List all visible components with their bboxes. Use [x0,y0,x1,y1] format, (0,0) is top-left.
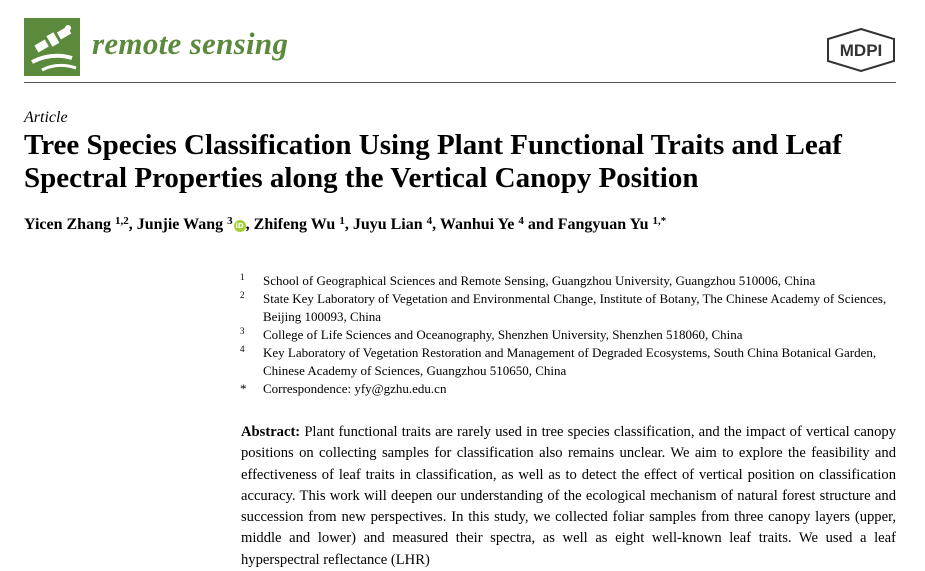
author-separator: , [432,216,440,233]
affiliation-number: 1 [240,272,245,282]
author-separator: , [128,216,137,233]
abstract-text: Plant functional traits are rarely used in tree species classification, and the impact of vertical canopy positions on collecting samples for classification also remains unclear. We aim to explore the feasibility and effectiveness of leaf traits in classification, as well as to detect the effect of vertical position on classification accuracy. This work will deepen our understanding of the ecological mechanism of natural forest structure and succession from new perspectives. In this study, we collected foliar samples from three canopy layers (upper, middle and lower) and measured their spectra, as well as eight well-known leaf traits. We used a leaf hyperspectral reflectance (LHR) [241,424,896,568]
header-divider [24,82,896,83]
author-affiliation-ref: 4 [518,215,524,227]
affiliation-item [240,380,898,398]
author-affiliation-ref: 4 [426,215,433,227]
author-name[interactable]: Wanhui Ye [439,216,515,233]
affiliation-item [240,326,898,344]
author-separator: and [523,216,558,233]
abstract [241,422,896,571]
author-affiliation-ref: 1,* [652,215,667,227]
affiliation-item [240,272,898,290]
author-affiliation-ref: 3 [227,215,233,227]
affiliation-item [240,344,898,380]
orcid-icon[interactable]: iD [235,222,244,230]
author-name[interactable]: Yicen Zhang [24,216,111,233]
affiliation-list [240,272,898,398]
author-name[interactable]: Juyu Lian [352,216,423,233]
affiliation-text: School of Geographical Sciences and Remote Sensing, Guangzhou University, Guangzhou 510006, China [263,273,816,288]
satellite-icon [24,18,80,76]
affiliation-text: Key Laboratory of Vegetation Restoration and Management of Degraded Ecosystems, South China Botanical Garden, Chinese Academy of Sciences, Guangzhou 510650, China [263,345,877,378]
affiliation-text[interactable]: Correspondence: yfy@gzhu.edu.cn [263,381,447,396]
publisher-name: MDPI [839,41,883,60]
journal-name[interactable]: remote sensing [92,26,289,61]
author-name[interactable]: Fangyuan Yu [557,216,649,233]
author-affiliation-ref: 1 [339,215,345,227]
affiliation-item [240,290,898,326]
affiliation-text: College of Life Sciences and Oceanography, Shenzhen University, Shenzhen 518060, China [263,327,743,342]
article-title: Tree Species Classification Using Plant Functional Traits and Leaf Spectral Properties along the Vertical Canopy Position [24,129,842,194]
author-affiliation-ref: 1,2 [114,215,129,227]
affiliation-number: 4 [240,344,245,354]
article-type: Article [24,109,68,126]
author-name[interactable]: Zhifeng Wu [253,216,336,233]
affiliation-number: 3 [240,326,245,336]
mdpi-logo[interactable] [826,28,896,72]
journal-header [24,18,896,82]
author-name[interactable]: Junjie Wang [136,216,224,233]
journal-logo [24,18,80,76]
author-separator: , [245,216,254,233]
author-list [24,216,666,234]
abstract-label: Abstract: [241,424,301,440]
affiliation-text: State Key Laboratory of Vegetation and Environmental Change, Institute of Botany, The Chinese Academy of Sciences, Beijing 100093, China [263,291,887,324]
author-separator: , [344,216,353,233]
affiliation-number: * [240,381,247,396]
affiliation-number: 2 [240,290,245,300]
